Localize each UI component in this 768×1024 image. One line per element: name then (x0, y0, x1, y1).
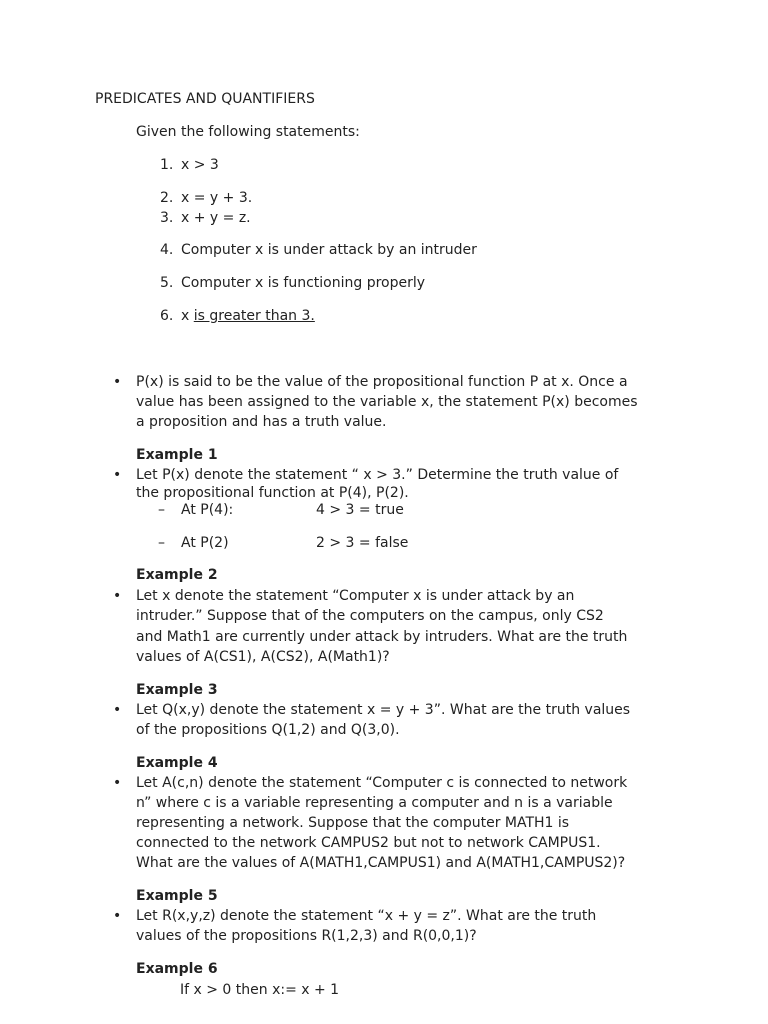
page-title: PREDICATES AND QUANTIFIERS (95, 91, 315, 107)
list-number: 1. (160, 157, 174, 173)
intro-text: Given the following statements: (136, 124, 360, 140)
list-number: 6. (160, 308, 174, 324)
example-line: connected to the network CAMPUS2 but not to network CAMPUS1. (136, 835, 601, 851)
list-item: x + y = z. (181, 210, 251, 226)
example-heading: Example 4 (136, 755, 218, 771)
list-item: x > 3 (181, 157, 219, 173)
bullet-icon: • (113, 467, 122, 483)
sub-value: 4 > 3 = true (316, 502, 404, 518)
sub-label: At P(4): (181, 502, 234, 518)
example-line: representing a network. Suppose that the computer MATH1 is (136, 815, 570, 831)
dash-icon: – (158, 535, 165, 551)
example-line: intruder.” Suppose that of the computers on the campus, only CS2 (136, 608, 604, 624)
underlined-text: is greater than 3. (193, 308, 315, 324)
example-line: values of the propositions R(1,2,3) and R(0,0,1)? (136, 928, 477, 944)
example-line: Let R(x,y,z) denote the statement “x + y = z”. What are the truth (136, 908, 597, 924)
definition-line: a proposition and has a truth value. (136, 414, 387, 430)
example-line: What are the values of A(MATH1,CAMPUS1) and A(MATH1,CAMPUS2)? (136, 855, 626, 871)
example-line: of the propositions Q(1,2) and Q(3,0). (136, 722, 400, 738)
bullet-icon: • (113, 702, 122, 718)
bullet-icon: • (113, 908, 122, 924)
example-line: values of A(CS1), A(CS2), A(Math1)? (136, 649, 390, 665)
bullet-icon: • (113, 775, 122, 791)
bullet-icon: • (113, 588, 122, 604)
example-line: n” where c is a variable representing a computer and n is a variable (136, 795, 613, 811)
example-line: Let Q(x,y) denote the statement x = y + 3”. What are the truth values (136, 702, 631, 718)
example-heading: Example 5 (136, 888, 218, 904)
example-heading: Example 1 (136, 447, 218, 463)
bullet-icon: • (113, 374, 122, 390)
example-line: Let x denote the statement “Computer x is under attack by an (136, 588, 575, 604)
example-line: Let P(x) denote the statement “ x > 3.” Determine the truth value of (136, 467, 619, 483)
list-item: Computer x is functioning properly (181, 275, 426, 291)
sub-label: At P(2) (181, 535, 229, 551)
example-line: Let A(c,n) denote the statement “Computer c is connected to network (136, 775, 628, 791)
list-number: 2. (160, 190, 174, 206)
sub-value: 2 > 3 = false (316, 535, 409, 551)
list-item-text: x (181, 308, 194, 324)
list-number: 4. (160, 242, 174, 258)
example-code: If x > 0 then x:= x + 1 (180, 982, 340, 998)
example-line: and Math1 are currently under attack by intruders. What are the truth (136, 629, 628, 645)
example-line: the propositional function at P(4), P(2). (136, 485, 409, 501)
list-number: 5. (160, 275, 174, 291)
list-item: x = y + 3. (181, 190, 253, 206)
list-item: Computer x is under attack by an intruder (181, 242, 477, 258)
list-item (181, 307, 315, 325)
example-heading: Example 6 (136, 961, 218, 977)
example-heading: Example 3 (136, 682, 218, 698)
list-number: 3. (160, 210, 174, 226)
definition-line: value has been assigned to the variable x, the statement P(x) becomes (136, 394, 638, 410)
dash-icon: – (158, 502, 165, 518)
example-heading: Example 2 (136, 567, 218, 583)
definition-line: P(x) is said to be the value of the propositional function P at x. Once a (136, 374, 628, 390)
